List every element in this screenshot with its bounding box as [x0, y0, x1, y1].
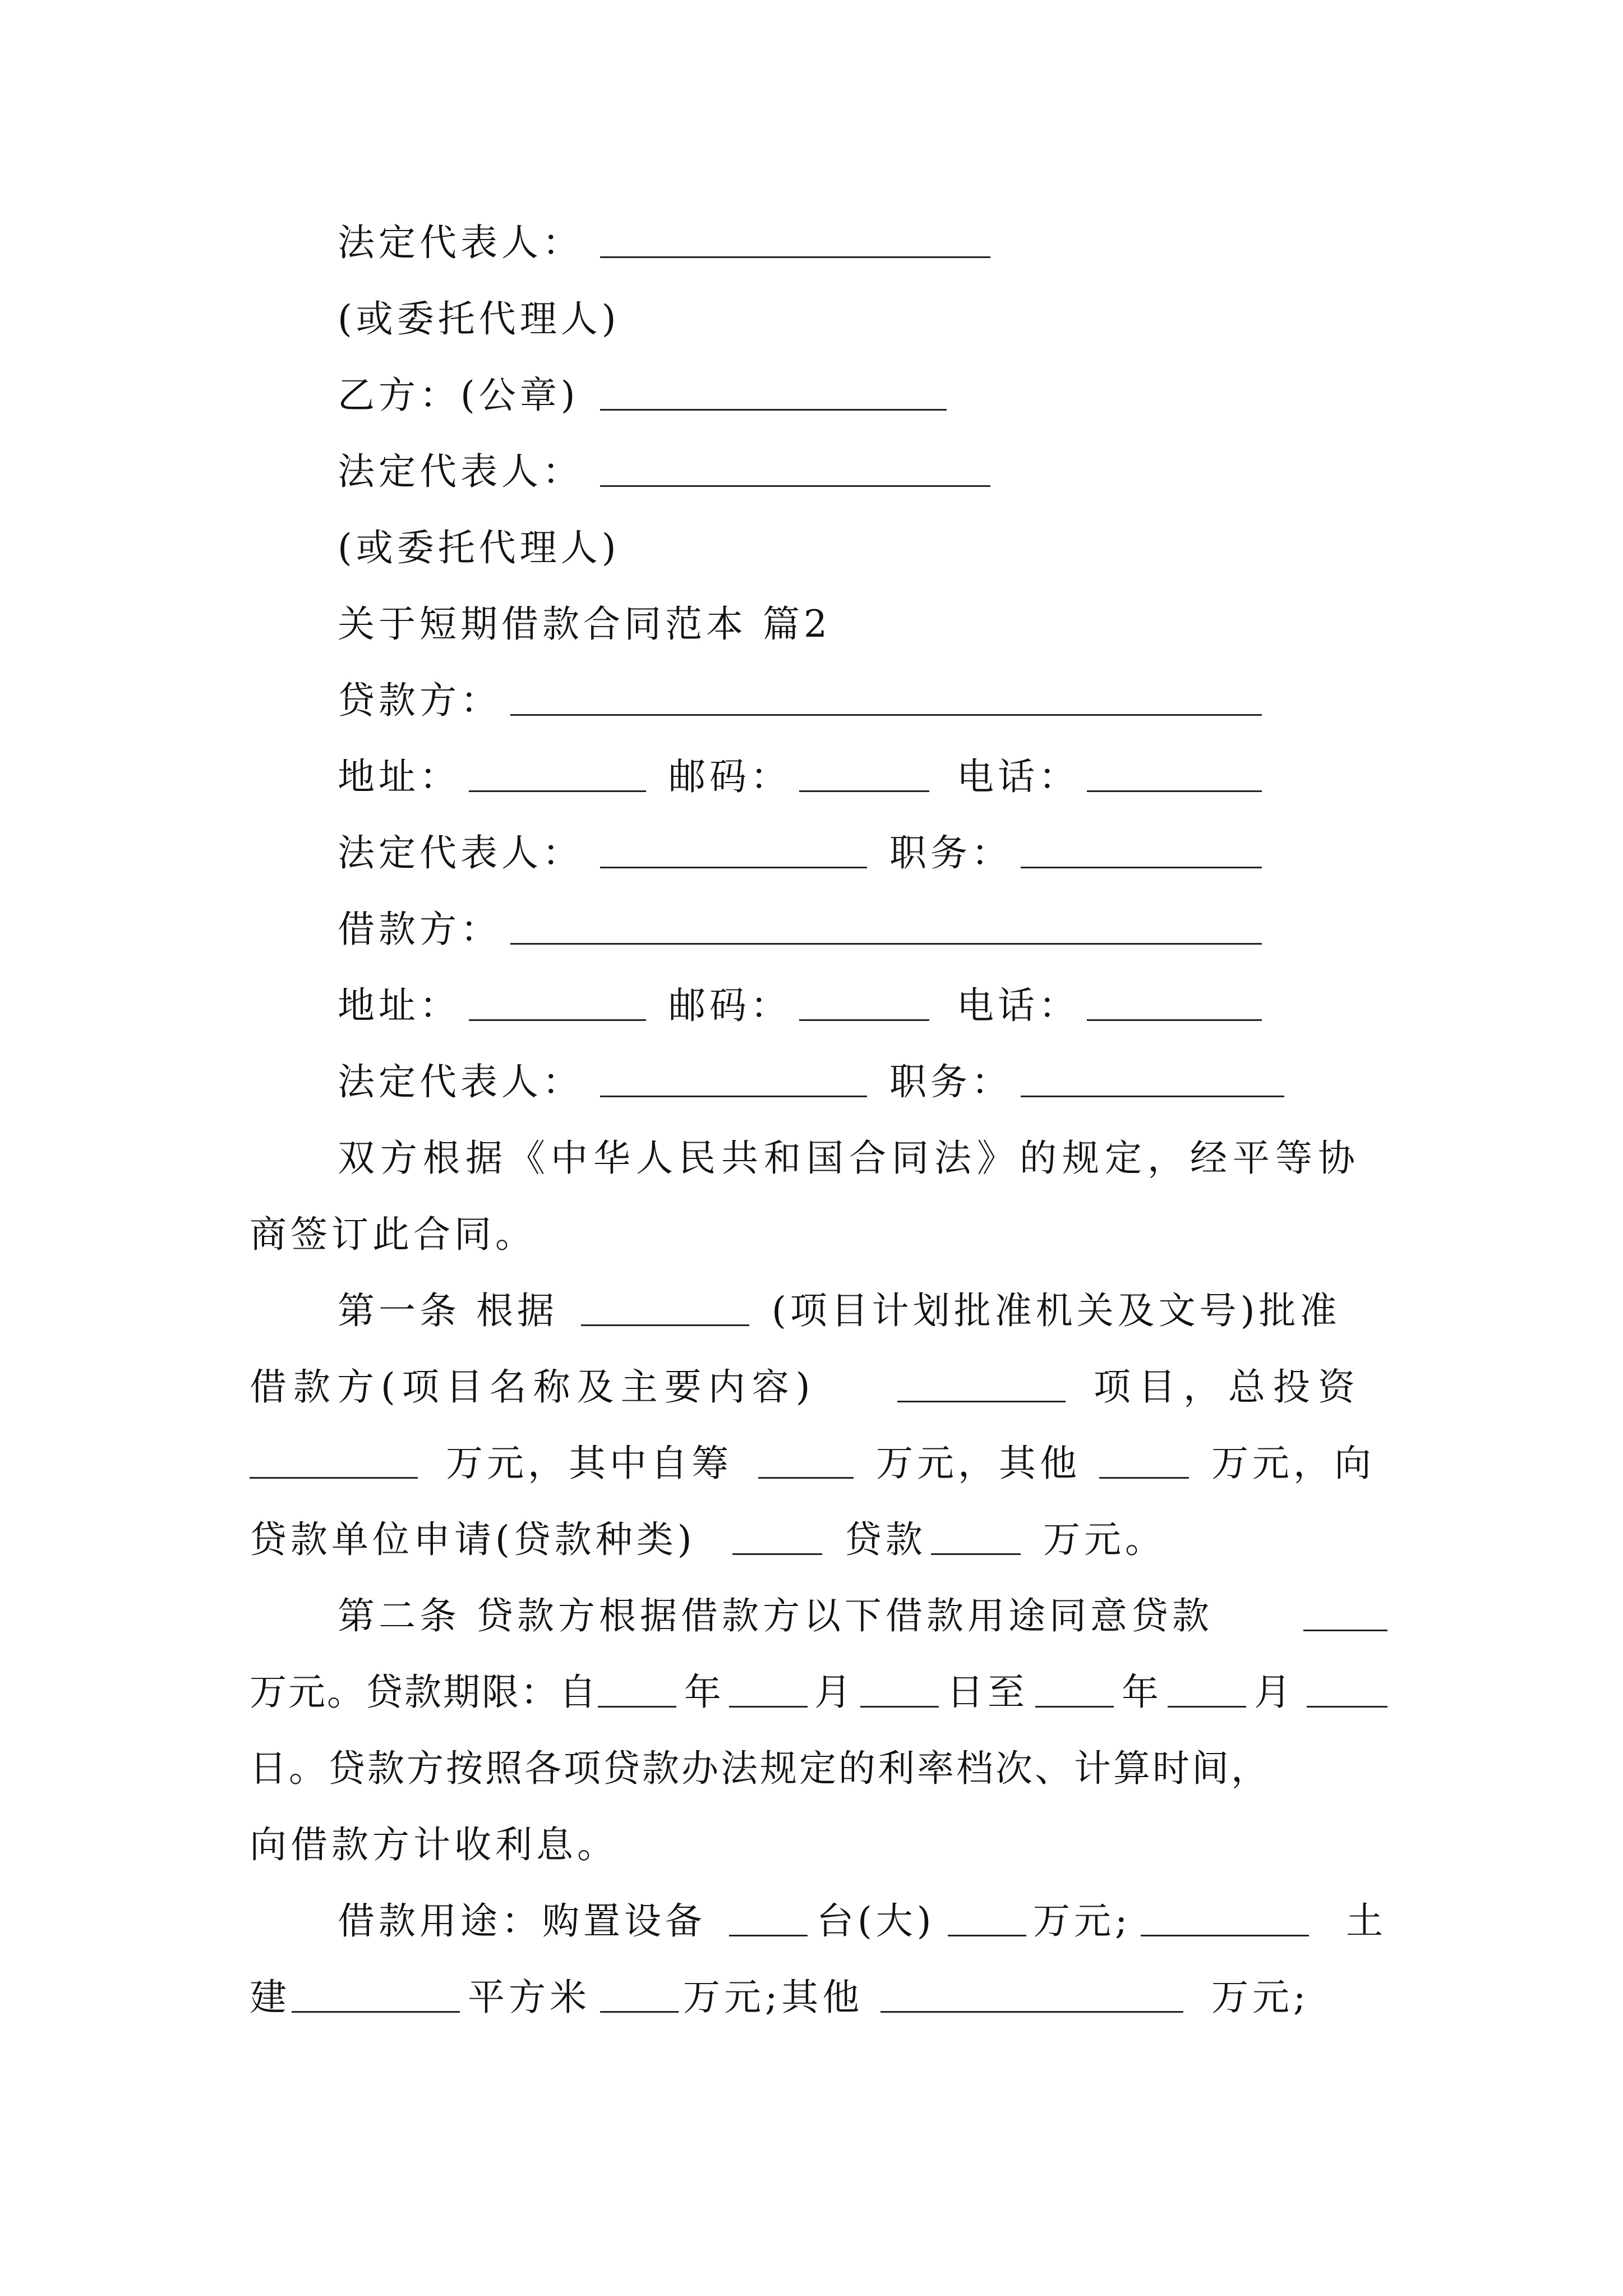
- fill-in-blank: [860, 1706, 939, 1708]
- text-line: [0, 220, 1623, 265]
- postcode-label: 邮码：: [668, 755, 791, 798]
- fill-in-blank: [732, 1553, 822, 1555]
- article-two-text: 月: [1254, 1671, 1295, 1714]
- fill-in-blank: [758, 1477, 854, 1479]
- article-one-text: 借款方(项目名称及主要内容): [250, 1365, 817, 1409]
- postcode-label: 邮码：: [668, 984, 791, 1027]
- article-one-text: 万元，其他: [876, 1442, 1081, 1485]
- article-one-text: 第一条 根据: [338, 1289, 558, 1332]
- article-one-text: 万元，向: [1211, 1442, 1375, 1485]
- article-two-text: 月: [814, 1671, 855, 1714]
- fill-in-blank: [1087, 1019, 1262, 1021]
- text-line: [0, 1823, 1623, 1867]
- article-two-text: 第二条 贷款方根据借款方以下借款用途同意贷款: [338, 1594, 1213, 1637]
- fill-in-blank: [581, 1324, 749, 1326]
- loan-purpose-text: 平方米: [468, 1976, 591, 2019]
- fill-in-blank: [250, 1477, 418, 1479]
- article-two-text: 向借款方计收利息。: [250, 1823, 618, 1866]
- loan-purpose-text: 万元;其他: [683, 1976, 864, 2019]
- article-one-text: 贷款单位申请(贷款种类): [250, 1518, 696, 1561]
- fill-in-blank: [1099, 1477, 1189, 1479]
- text-line: [0, 831, 1623, 876]
- fill-in-blank: [729, 1706, 808, 1708]
- text-line: [0, 1517, 1623, 1562]
- article-one-text: 万元。: [1043, 1518, 1166, 1561]
- text-line: [0, 1594, 1623, 1639]
- borrower-label: 借款方：: [338, 908, 501, 951]
- article-two-text: 万元。贷款期限：自: [250, 1671, 598, 1714]
- text-line: [0, 907, 1623, 952]
- fill-in-blank: [1035, 1706, 1114, 1708]
- position-label: 职务：: [889, 831, 1012, 875]
- text-line: [0, 1060, 1623, 1105]
- fill-in-blank: [600, 256, 990, 258]
- legal-representative-label: 法定代表人：: [338, 831, 583, 875]
- position-label: 职务：: [889, 1060, 1012, 1103]
- section-heading: 关于短期借款合同范本 篇2: [338, 602, 831, 646]
- text-line: [0, 373, 1623, 418]
- fill-in-blank: [600, 1096, 867, 1097]
- legal-representative-label: 法定代表人：: [338, 450, 583, 493]
- loan-purpose-text: 建: [250, 1976, 291, 2019]
- authorized-agent-label: (或委托代理人): [338, 297, 620, 341]
- fill-in-blank: [799, 1019, 929, 1021]
- fill-in-blank: [1021, 867, 1262, 868]
- fill-in-blank: [948, 1935, 1026, 1936]
- fill-in-blank: [1087, 790, 1262, 792]
- paragraph-text: 双方根据《中华人民共和国合同法》的规定，经平等协: [338, 1137, 1361, 1180]
- fill-in-blank: [729, 1935, 808, 1936]
- loan-purpose-text: 土: [1346, 1899, 1387, 1943]
- lender-label: 贷款方：: [338, 679, 501, 722]
- fill-in-blank: [600, 485, 990, 487]
- paragraph-text: 商签订此合同。: [250, 1213, 536, 1256]
- loan-purpose-text: 万元;: [1211, 1976, 1310, 2019]
- address-label: 地址：: [338, 984, 460, 1027]
- fill-in-blank: [600, 409, 947, 411]
- text-line: [0, 983, 1623, 1028]
- article-two-text: 日。贷款方按照各项贷款办法规定的利率档次、计算时间，: [250, 1747, 1270, 1790]
- fill-in-blank: [469, 790, 646, 792]
- text-line: [0, 1746, 1623, 1791]
- text-line: [0, 1975, 1623, 2020]
- text-line: [0, 1289, 1623, 1333]
- legal-representative-label: 法定代表人：: [338, 1060, 583, 1103]
- fill-in-blank: [897, 1401, 1066, 1402]
- text-line: [0, 1899, 1623, 1944]
- party-b-seal-label: 乙方：(公章): [338, 374, 579, 417]
- text-line: [0, 1441, 1623, 1486]
- text-line: [0, 1365, 1623, 1410]
- loan-purpose-text: 借款用途：购置设备: [338, 1899, 706, 1943]
- fill-in-blank: [469, 1019, 646, 1021]
- phone-label: 电话：: [957, 755, 1080, 798]
- text-line: [0, 754, 1623, 799]
- text-line: [0, 1136, 1623, 1181]
- loan-purpose-text: 万元;: [1033, 1899, 1132, 1943]
- text-line: [0, 449, 1623, 494]
- fill-in-blank: [600, 2011, 679, 2013]
- phone-label: 电话：: [957, 984, 1080, 1027]
- fill-in-blank: [1307, 1706, 1387, 1708]
- fill-in-blank: [1021, 1096, 1284, 1097]
- text-line: [0, 526, 1623, 570]
- article-one-text: 万元，其中自筹: [446, 1442, 732, 1485]
- fill-in-blank: [1168, 1706, 1246, 1708]
- fill-in-blank: [598, 1706, 676, 1708]
- article-one-text: 项目，总投资: [1094, 1365, 1363, 1409]
- article-two-text: 年: [1122, 1671, 1163, 1714]
- article-one-text: 贷款: [845, 1518, 926, 1561]
- legal-representative-label: 法定代表人：: [338, 221, 583, 264]
- text-line: [0, 1670, 1623, 1715]
- article-two-text: 年: [684, 1671, 725, 1714]
- loan-purpose-text: 台(大): [817, 1899, 935, 1943]
- article-two-text: 日至: [947, 1671, 1029, 1714]
- article-one-text: (项目计划批准机关及文号)批准: [772, 1289, 1341, 1332]
- fill-in-blank: [931, 1553, 1021, 1555]
- fill-in-blank: [292, 2011, 460, 2013]
- fill-in-blank: [600, 867, 867, 868]
- fill-in-blank: [1141, 1935, 1309, 1936]
- fill-in-blank: [510, 714, 1262, 716]
- fill-in-blank: [799, 790, 929, 792]
- text-line: [0, 602, 1623, 647]
- address-label: 地址：: [338, 755, 460, 798]
- text-line: [0, 1212, 1623, 1257]
- authorized-agent-label: (或委托代理人): [338, 526, 620, 569]
- fill-in-blank: [510, 943, 1262, 945]
- fill-in-blank: [880, 2011, 1183, 2013]
- text-line: [0, 678, 1623, 723]
- text-line: [0, 297, 1623, 342]
- fill-in-blank: [1303, 1630, 1387, 1631]
